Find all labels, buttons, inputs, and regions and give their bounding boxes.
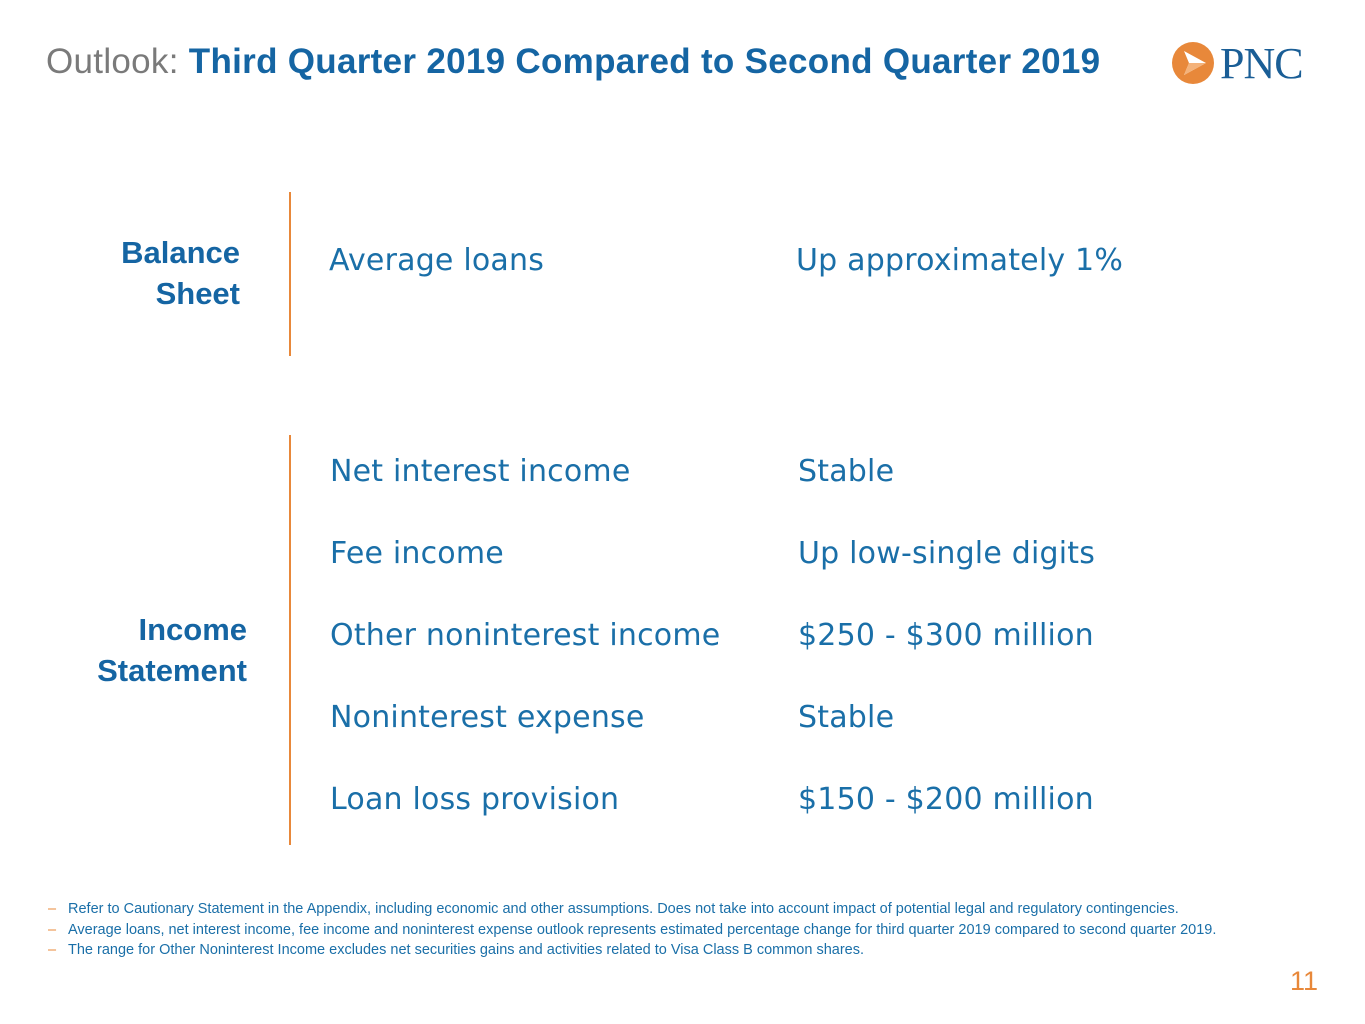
footnote-item xyxy=(48,899,1248,920)
footnotes xyxy=(48,899,1248,961)
other-noninterest-income-value: $250 - $300 million xyxy=(798,618,1094,653)
balance-sheet-label xyxy=(60,232,240,314)
average-loans-label: Average loans xyxy=(329,243,545,278)
fee-income-label: Fee income xyxy=(330,536,504,571)
income-statement-label xyxy=(40,609,247,691)
title-prefix: Outlook: xyxy=(46,42,179,81)
net-interest-income-value: Stable xyxy=(798,454,895,489)
footnote-text: Refer to Cautionary Statement in the Appendix, including economic and other assumptions. Does not take into account impact of potential legal and regulatory contingencies. xyxy=(68,901,1179,917)
page-title xyxy=(46,42,1100,82)
loan-loss-provision-label: Loan loss provision xyxy=(330,782,620,817)
net-interest-income-label: Net interest income xyxy=(330,454,631,489)
footnote-item xyxy=(48,940,1248,961)
title-main: Third Quarter 2019 Compared to Second Quarter 2019 xyxy=(188,42,1101,81)
footnote-item xyxy=(48,920,1248,941)
fee-income-value: Up low-single digits xyxy=(798,536,1096,571)
noninterest-expense-label: Noninterest expense xyxy=(330,700,645,735)
loan-loss-provision-value: $150 - $200 million xyxy=(798,782,1094,817)
footnote-bullet: – xyxy=(48,942,57,958)
other-noninterest-income-label: Other noninterest income xyxy=(330,618,721,653)
pnc-triangle-logo-icon xyxy=(1170,40,1216,86)
pnc-logo xyxy=(1170,40,1320,88)
page-number: 11 xyxy=(1290,966,1319,996)
average-loans-value: Up approximately 1% xyxy=(796,243,1124,278)
footnote-text: The range for Other Noninterest Income excludes net securities gains and activities related to Visa Class B common shares. xyxy=(68,942,865,958)
footnote-bullet: – xyxy=(48,921,57,938)
balance-sheet-label-line2: Sheet xyxy=(155,276,240,311)
noninterest-expense-value: Stable xyxy=(798,700,895,735)
footnote-text: Average loans, net interest income, fee income and noninterest expense outlook represents estimated percentage change for third quarter 2019 compared to second quarter 2019. xyxy=(68,921,1217,938)
balance-sheet-label-line1: Balance xyxy=(121,235,240,270)
income-statement-label-line1: Income xyxy=(138,612,247,647)
balance-sheet-divider xyxy=(289,192,291,356)
income-statement-label-line2: Statement xyxy=(97,653,247,688)
footnote-bullet: – xyxy=(48,901,57,917)
logo-wordmark: PNC xyxy=(1220,39,1303,88)
income-statement-divider xyxy=(289,435,291,845)
